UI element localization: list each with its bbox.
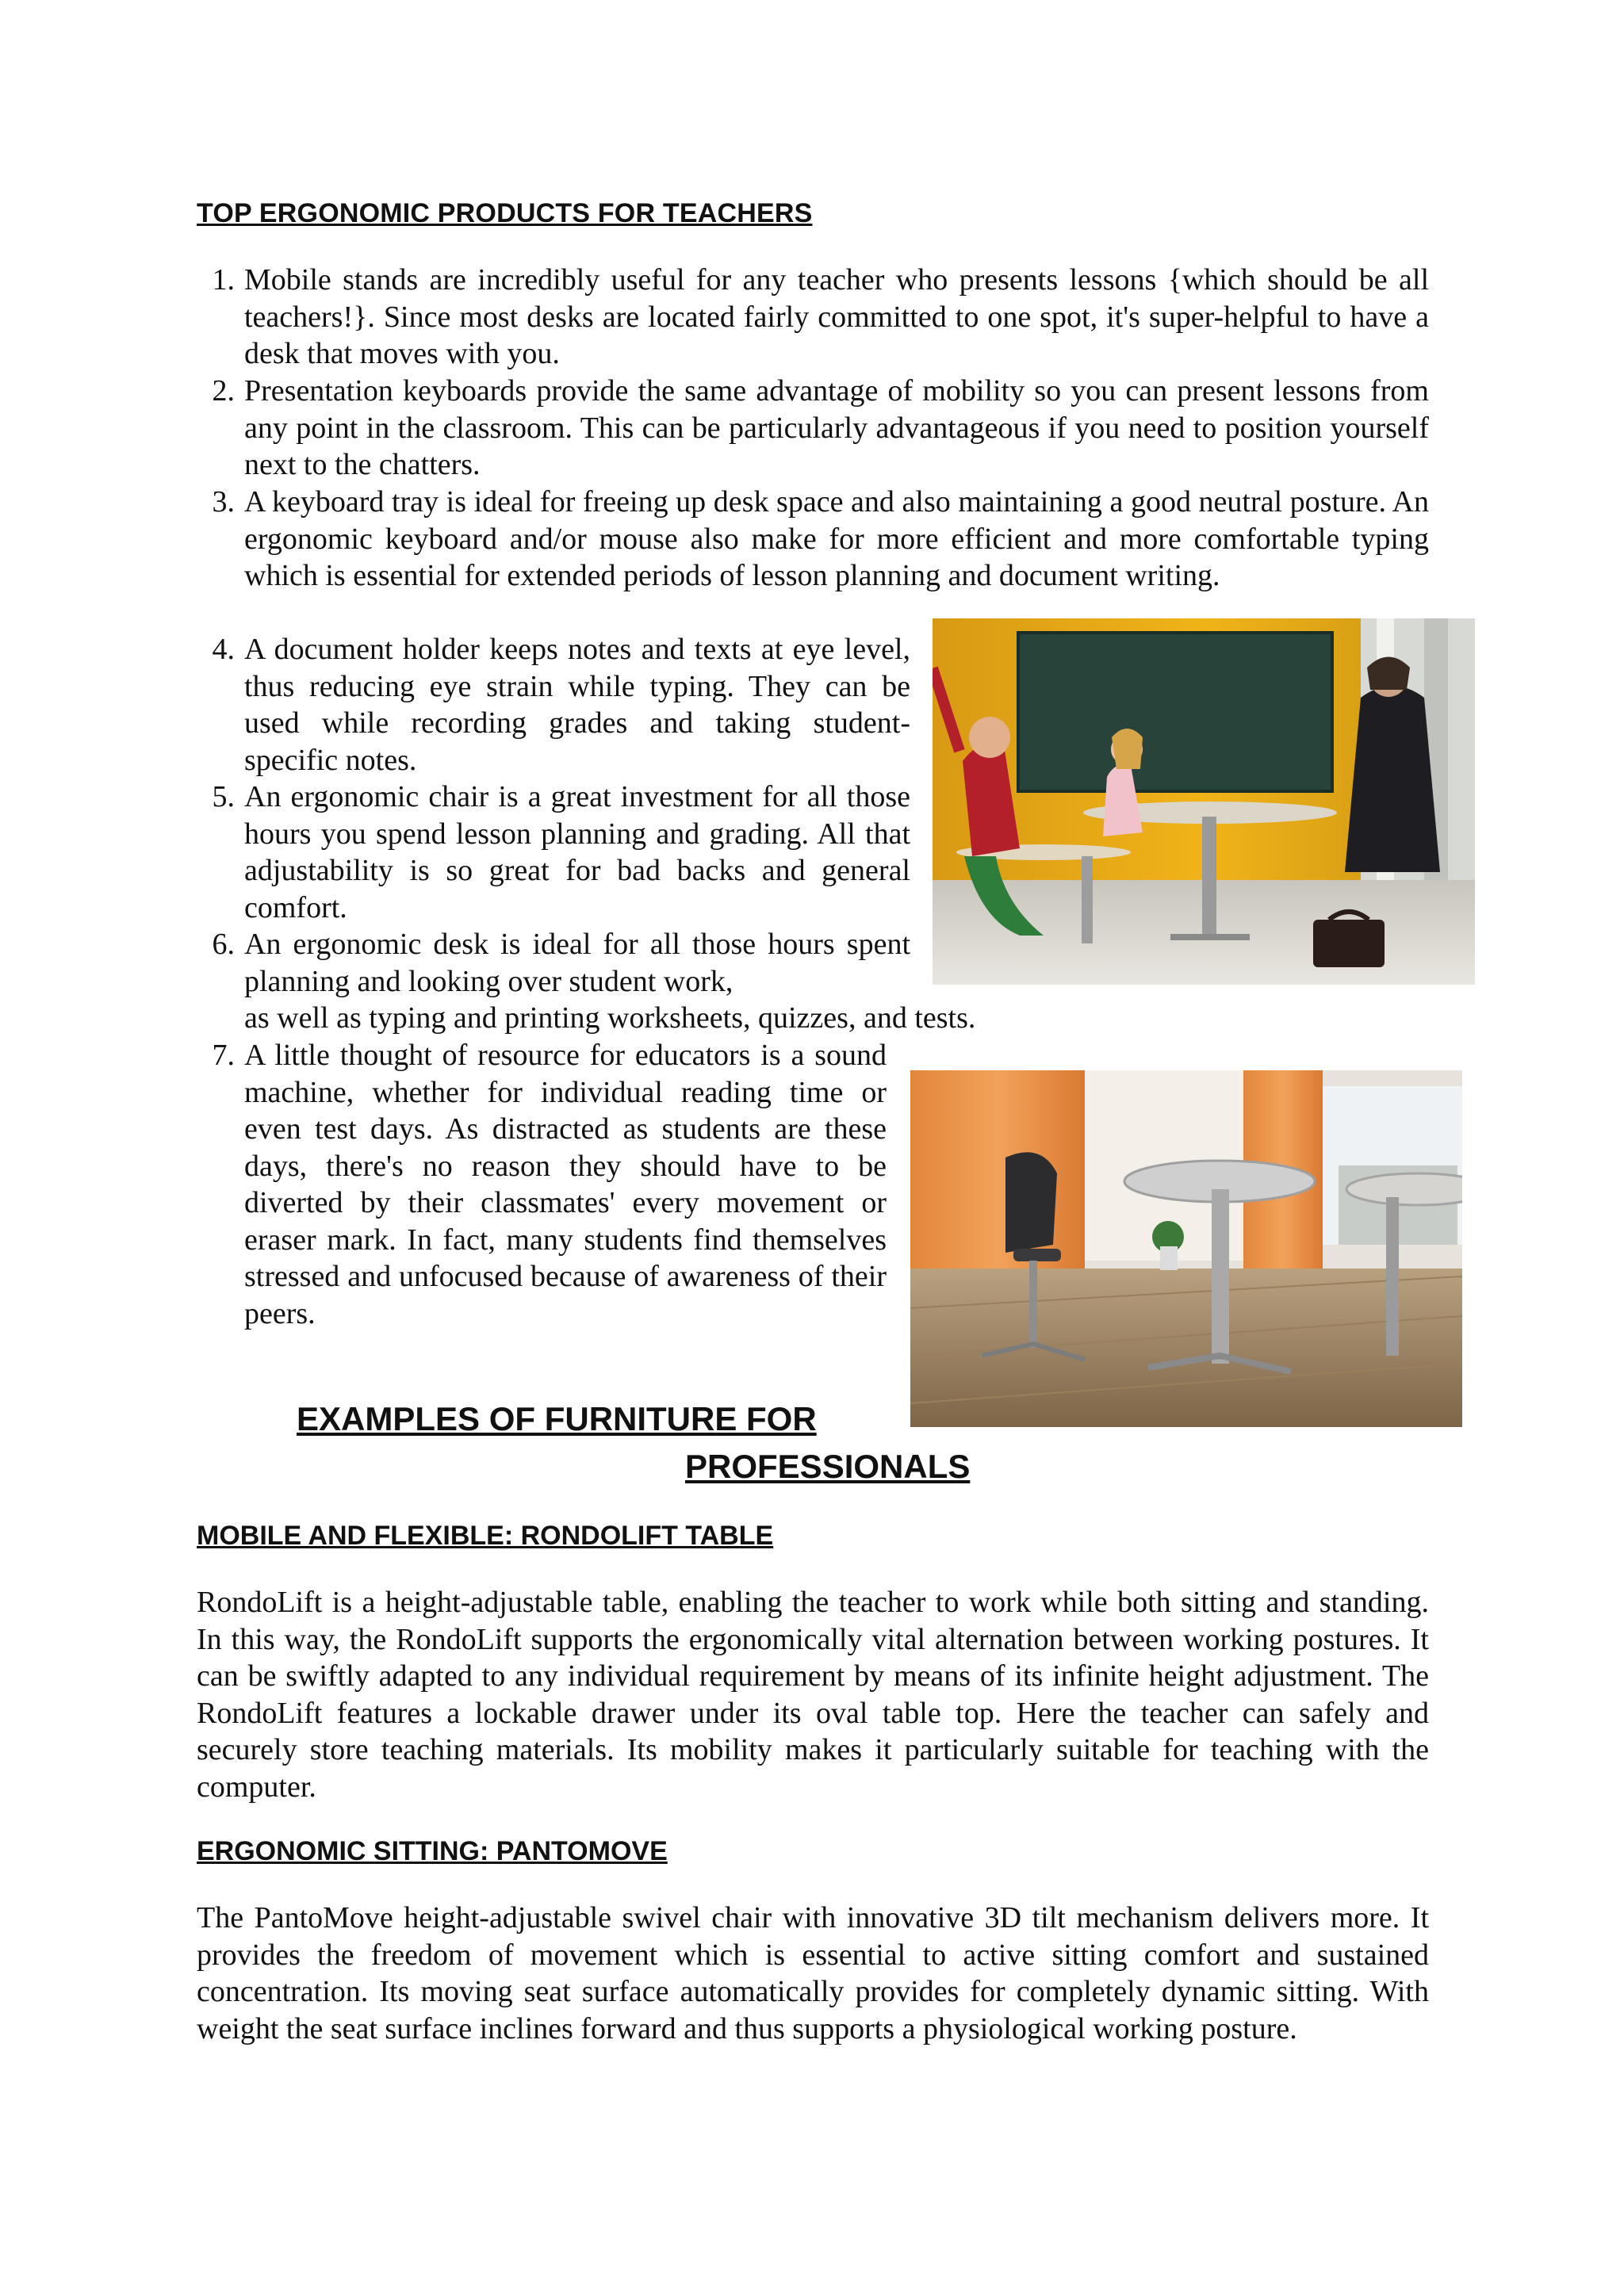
list-item-continuation bbox=[244, 1000, 1116, 1037]
paragraph-pantomove: The PantoMove height-adjustable swivel chair with innovative 3D tilt mechanism delivers more. It provides the freedom of movement which is essential to active sitting comfort and sustained concentration. Its moving seat surface automatically provides for completely dynamic sitting. With weight the seat surface inclines forward and thus supports a physiological working posture. bbox=[197, 1901, 1429, 2045]
list-number: 7. bbox=[212, 1039, 235, 1072]
list-number: 2. bbox=[212, 374, 235, 408]
classroom-photo bbox=[933, 618, 1475, 985]
list-text: as well as typing and printing worksheets, quizzes, and tests. bbox=[244, 1001, 976, 1035]
list-number: 3. bbox=[212, 485, 235, 519]
list-text: An ergonomic chair is a great investment for all those hours you spend lesson planning and grading. All that adjustability is so great for bad backs and general comfort. bbox=[244, 780, 910, 924]
list-number: 4. bbox=[212, 633, 235, 666]
list-item bbox=[212, 484, 1429, 595]
heading-examples-line1: EXAMPLES OF FURNITURE FOR bbox=[297, 1400, 817, 1437]
list-item bbox=[212, 373, 1429, 484]
list-number: 1. bbox=[212, 263, 235, 297]
list-text: Presentation keyboards provide the same advantage of mobility so you can present lessons from any point in the classroom. This can be particularly advantageous if you need to position yourself next to the chatters. bbox=[244, 374, 1429, 481]
list-text: A little thought of resource for educators is a sound machine, whether for individual reading time or even test days. As distracted as students are these days, there's no reason they should have to be diverted by their classmates' every movement or eraser mark. In fact, many students find themselves stressed and unfocused because of awareness of their peers. bbox=[244, 1039, 887, 1330]
section-title-rondolift: MOBILE AND FLEXIBLE: RONDOLIFT TABLE bbox=[197, 1521, 774, 1551]
furniture-photo-image bbox=[910, 1070, 1462, 1427]
list-text: Mobile stands are incredibly useful for any teacher who presents lessons {which should be all teachers!}. Since most desks are located fairly committed to one spot, it's super-helpful to have a desk that moves with you. bbox=[244, 263, 1429, 370]
list-item bbox=[212, 779, 910, 926]
list-text: A keyboard tray is ideal for freeing up desk space and also maintaining a good neutral posture. An ergonomic keyboard and/or mouse also make for more efficient and more comfortable typing which is essential for extended periods of lesson planning and document writing. bbox=[244, 485, 1429, 592]
list-number: 5. bbox=[212, 780, 235, 813]
heading-examples-line2: PROFESSIONALS bbox=[685, 1448, 971, 1485]
list-item bbox=[212, 1037, 887, 1332]
furniture-photo bbox=[910, 1070, 1462, 1427]
list-item bbox=[212, 262, 1429, 373]
list-text: A document holder keeps notes and texts at eye level, thus reducing eye strain while typing. They can be used while recording grades and taking student-specific notes. bbox=[244, 633, 910, 777]
section-title-pantomove: ERGONOMIC SITTING: PANTOMOVE bbox=[197, 1836, 668, 1866]
list-number: 6. bbox=[212, 928, 235, 961]
paragraph-rondolift: RondoLift is a height-adjustable table, enabling the teacher to work while both sitting and standing. In this way, the RondoLift supports the ergonomically vital alternation between working postures. It can be swiftly adapted to any individual requirement by means of its infinite height adjustment. The RondoLift features a lockable drawer under its oval table top. Here the teacher can safely and securely store teaching materials. Its mobility makes it particularly suitable for teaching with the computer. bbox=[197, 1586, 1429, 1804]
heading-top-products: TOP ERGONOMIC PRODUCTS FOR TEACHERS bbox=[197, 198, 813, 228]
classroom-photo-image bbox=[933, 618, 1475, 985]
list-item bbox=[212, 631, 910, 779]
list-text: An ergonomic desk is ideal for all those hours spent planning and looking over student work, bbox=[244, 928, 910, 998]
list-item bbox=[212, 926, 910, 1000]
section-text-rondolift bbox=[197, 1584, 1429, 1805]
section-text-pantomove bbox=[197, 1900, 1429, 2047]
